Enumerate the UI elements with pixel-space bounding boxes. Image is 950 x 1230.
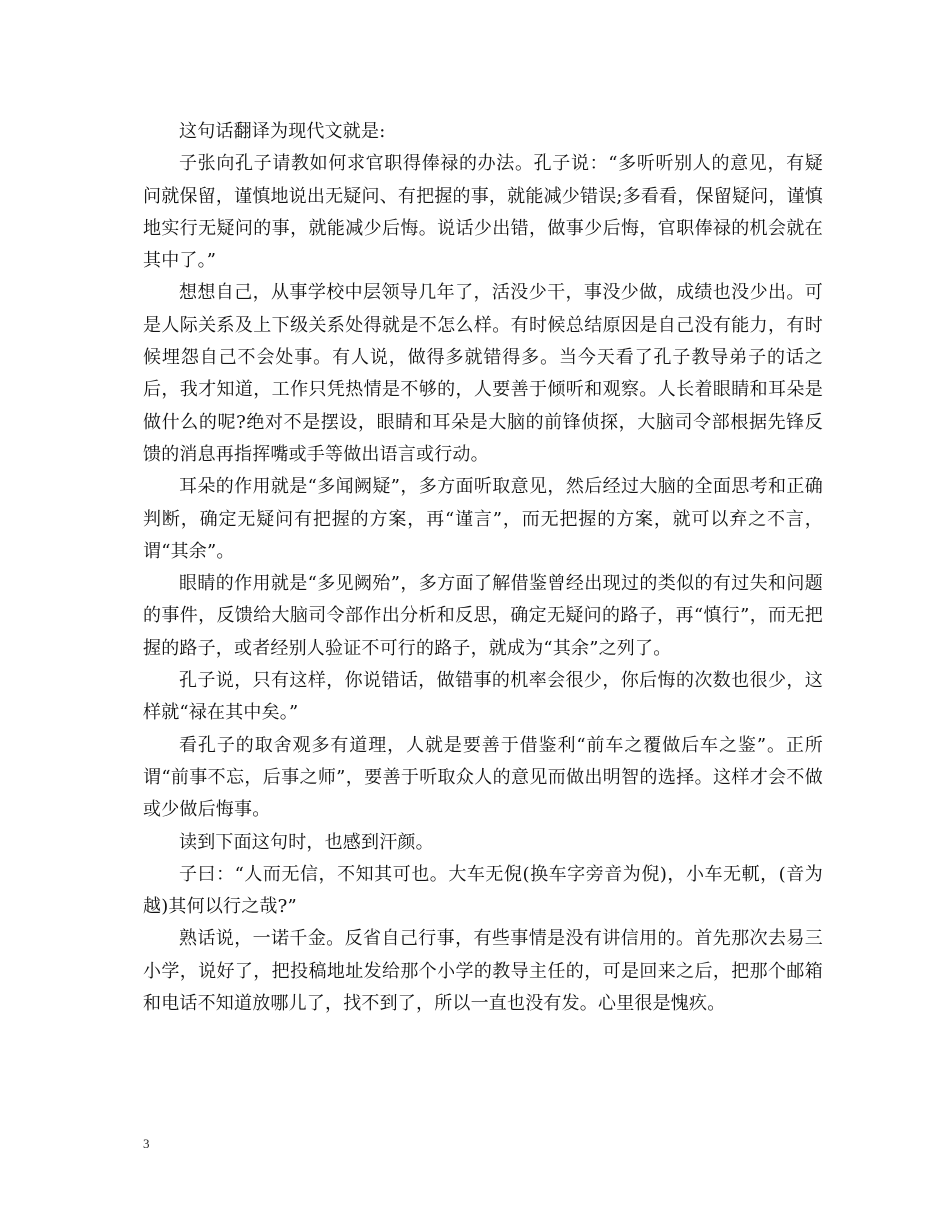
page-number: 3 [143, 1136, 150, 1151]
paragraph-ashamed: 读到下面这句时，也感到汗颜。 [179, 831, 434, 853]
paragraph-choice-view: 看孔子的取舍观多有道理，人就是要善于借鉴利“前车之覆做后车之鉴”。正所谓“前事不忘，后事之师”，要善于听取众人的意见而做出明智的选择。这样才会不做或少做后悔事。 [143, 734, 823, 821]
document-body [143, 116, 823, 1020]
paragraph-confucius-says: 孔子说，只有这样，你说错话，做错事的机率会很少，你后悔的次数也很少，这样就“禄在其中矣。” [143, 670, 823, 724]
paragraph-self-reflection: 想想自己，从事学校中层领导几年了，活没少干，事没少做，成绩也没少出。可是人际关系及上下级关系处得就是不怎么样。有时候总结原因是自己没有能力，有时候埋怨自己不会处事。有人说，做得多就错得多。当今天看了孔子教导弟子的话之后，我才知道，工作只凭热情是不够的，人要善于倾听和观察。人长着眼睛和耳朵是做什么的呢?绝对不是摆设，眼睛和耳朵是大脑的前锋侦探，大脑司令部根据先锋反馈的消息再指挥嘴或手等做出语言或行动。 [143, 282, 823, 465]
paragraph-quote-trust: 子曰：“人而无信，不知其可也。大车无倪(换车字旁音为倪)，小车无軏，(音为越)其何以行之哉?” [143, 863, 823, 918]
paragraph-eyes: 眼睛的作用就是“多见阙殆”，多方面了解借鉴曾经出现过的类似的有过失和问题的事件，反馈给大脑司令部作出分析和反思，确定无疑问的路子，再“慎行”，而无把握的路子，或者经别人验证不可行的路子，就成为“其余”之列了。 [143, 573, 823, 659]
paragraph-translation-intro: 这句话翻译为现代文就是: [179, 121, 386, 142]
paragraph-ears: 耳朵的作用就是“多闻阙疑”，多方面听取意见，然后经过大脑的全面思考和正确判断，确定无疑问有把握的方案，再“谨言”，而无把握的方案，就可以弃之不言，谓“其余”。 [143, 476, 823, 562]
paragraph-promise: 熟话说，一诺千金。反省自己行事，有些事情是没有讲信用的。首先那次去易三小学，说好了，把投稿地址发给那个小学的教导主任的，可是回来之后，把那个邮箱和电话不知道放哪儿了，找不到了，所以一直也没有发。心里很是愧疚。 [143, 928, 823, 1015]
paragraph-zizhang-question: 子张向孔子请教如何求官职得俸禄的办法。孔子说：“多听听别人的意见，有疑问就保留，谨慎地说出无疑问、有把握的事，就能减少错误;多看看，保留疑问，谨慎地实行无疑问的事，就能减少后悔。说话少出错，做事少后悔，官职俸禄的机会就在其中了。” [143, 153, 823, 272]
